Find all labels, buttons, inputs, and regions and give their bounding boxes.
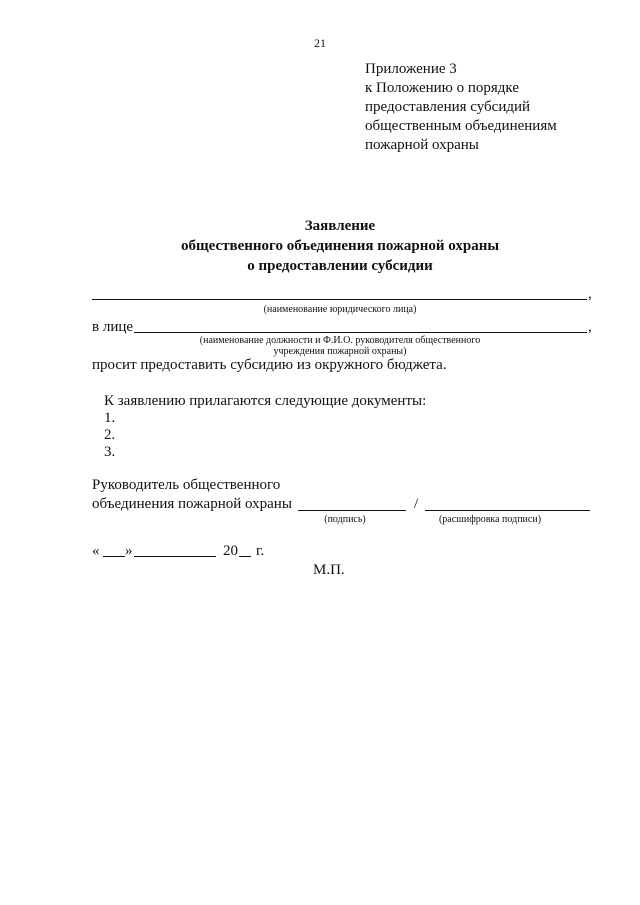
signature-caption: (подпись) <box>324 514 366 525</box>
slash: / <box>414 496 419 512</box>
attachment-item: 3. <box>104 444 116 460</box>
head-label: Руководитель общественного <box>92 477 281 493</box>
signature-decoding-line[interactable] <box>425 510 590 511</box>
decoding-caption: (расшифровка подписи) <box>438 514 542 525</box>
date-close-quote: » <box>125 543 133 559</box>
appendix-line: Приложение 3 <box>365 61 457 77</box>
page-number: 21 <box>314 36 326 50</box>
representative-line[interactable] <box>134 332 587 333</box>
representative-caption: учреждения пожарной охраны) <box>273 346 407 357</box>
title-line: Заявление <box>304 218 376 234</box>
date-open-quote: « <box>92 543 100 559</box>
title-line: о предоставлении субсидии <box>247 258 433 274</box>
appendix-line: предоставления субсидий <box>365 99 531 115</box>
appendix-line: пожарной охраны <box>365 137 479 153</box>
line-comma: , <box>588 286 592 302</box>
attachment-item: 1. <box>104 410 116 426</box>
request-text: просит предоставить субсидию из окружного бюджета. <box>92 357 447 373</box>
title-line: общественного объединения пожарной охраны <box>180 238 500 254</box>
date-day-line[interactable] <box>103 556 125 557</box>
date-year-line[interactable] <box>239 556 251 557</box>
head-label: объединения пожарной охраны <box>92 496 292 512</box>
date-month-line[interactable] <box>134 556 216 557</box>
date-year-prefix: 20 <box>223 543 238 559</box>
legal-entity-caption: (наименование юридического лица) <box>263 304 417 315</box>
attachments-intro: К заявлению прилагаются следующие документы: <box>104 393 427 409</box>
legal-entity-name-line[interactable] <box>92 299 587 300</box>
appendix-note <box>365 60 557 155</box>
date-year-suffix: г. <box>256 543 265 559</box>
appendix-line: общественным объединениям <box>365 118 557 134</box>
appendix-line: к Положению о порядке <box>365 80 519 96</box>
attachment-item: 2. <box>104 427 116 443</box>
representative-caption: (наименование должности и Ф.И.О. руководителя общественного <box>199 335 481 346</box>
document-title <box>0 216 640 276</box>
in-person-label: в лице <box>92 319 134 335</box>
stamp-placeholder: М.П. <box>313 562 345 578</box>
line-comma: , <box>588 319 592 335</box>
signature-line[interactable] <box>298 510 406 511</box>
